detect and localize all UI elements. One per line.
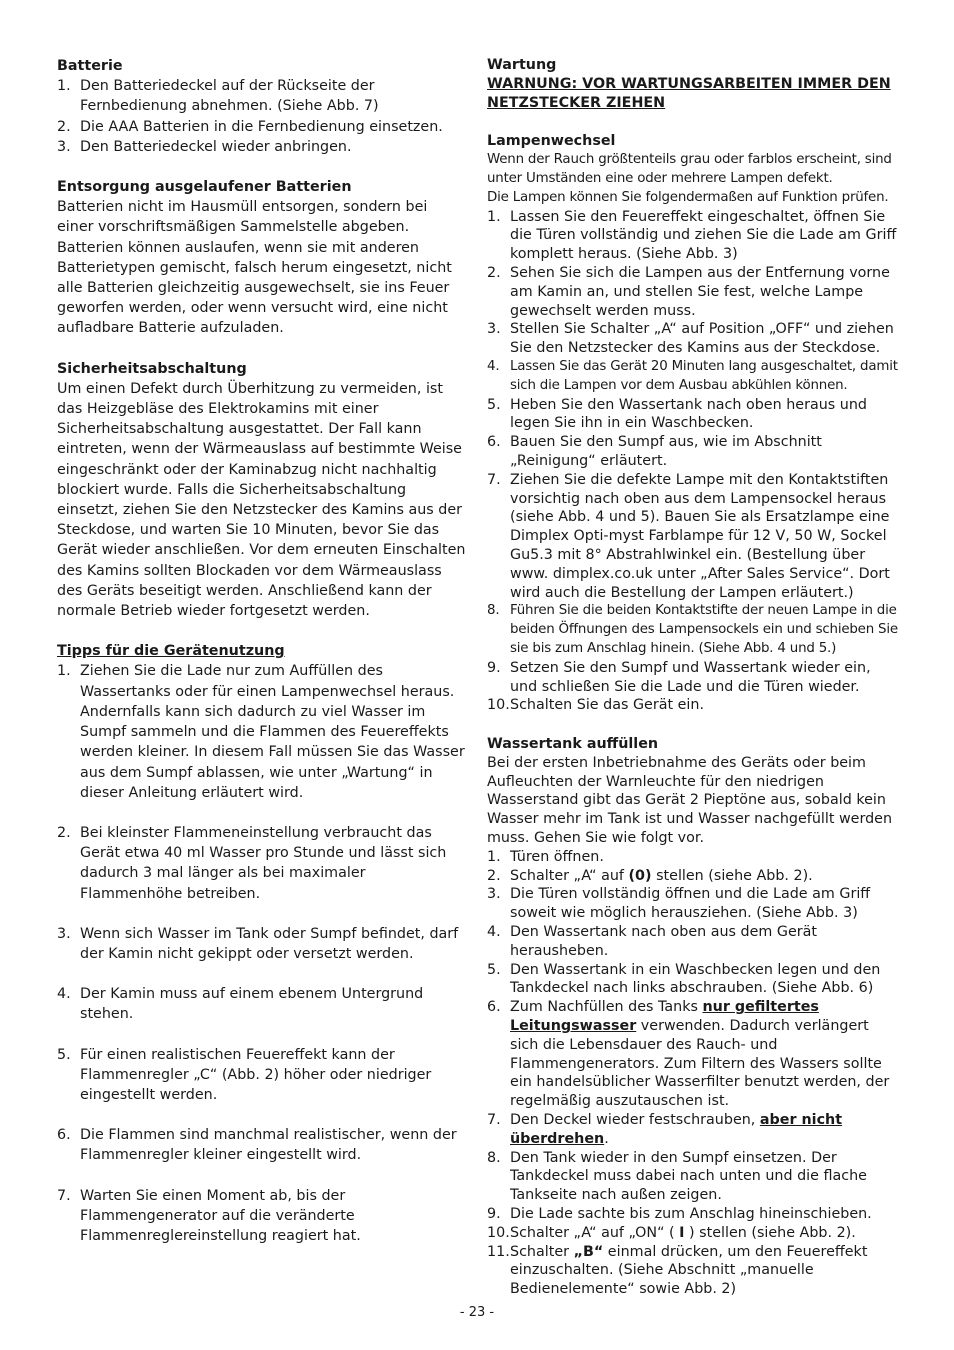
list-text: Den Batteriedeckel auf der Rückseite der Fernbedienung abnehmen. (Siehe Abb. 7) <box>80 78 379 115</box>
list-text: Wenn sich Wasser im Tank oder Sumpf befindet, darf der Kamin nicht gekippt oder versetzt werden. <box>80 925 459 962</box>
list-number: 2. <box>57 118 71 135</box>
batterie-list <box>57 76 467 157</box>
lampen-list <box>487 208 899 716</box>
list-text: Lassen Sie den Feuereffekt eingeschaltet, öffnen Sie die Türen vollständig und ziehen Sie die Lade am Griff komplett heraus. (Siehe Abb. 3) <box>510 208 897 263</box>
list-item <box>487 471 899 603</box>
list-number: 1. <box>57 78 71 95</box>
section-entsorgung <box>57 177 467 339</box>
list-item: 3. Die Türen vollständig öffnen und die Lade am Griff soweit wie möglich herausziehen. (Siehe Abb. 3) <box>487 886 871 922</box>
list-text: Ziehen Sie die defekte Lampe mit den Kontaktstiften vorsichtig nach oben aus dem Lampensockel heraus (siehe Abb. 4 und 5). Bauen Sie als Ersatzlampe eine Dimplex Opti-myst Farblampe für 12 V, 50 W, Sockel Gu5.3 mit 8° Abstrahlwinkel ein. (Bestellung über www. dimplex.co.uk unter „After Sales Service“. Dort wird auch die Bestellung der Lampen erläutert.) <box>510 471 890 601</box>
list-number: 7. <box>57 1187 71 1204</box>
list-number: 2. <box>487 264 501 281</box>
list-item: 8. Den Tank wieder in den Sumpf einsetzen. Der Tankdeckel muss dabei nach unten und die flache Tankseite nach außen zeigen. <box>487 1149 867 1204</box>
list-item: 5. Den Wassertank in ein Waschbecken legen und den Tankdeckel nach links abschrauben. (Siehe Abb. 6) <box>487 961 881 997</box>
wassertank-intro: Bei der ersten Inbetriebnahme des Geräts oder beim Aufleuchten der Warnleuchte für den niedrigen Wasserstand gibt das Gerät 2 Pieptöne aus, sobald kein Wasser mehr im Tank ist und Wasser nachgefüllt werden muss. Gehen Sie wie folgt vor. <box>487 754 893 847</box>
list-number: 5. <box>487 396 501 413</box>
sicherheit-paragraph: Um einen Defekt durch Überhitzung zu vermeiden, ist das Heizgebläse des Elektrokamins mit einer Sicherheitsabschaltung ausgestattet. Der Fall kann eintreten, wenn der Wärmeauslass auf bestimmte Weise eingeschränkt oder der Kaminabzug nicht nachhaltig blockiert wurde. Falls die Sicherheitsabschaltung einsetzt, ziehen Sie den Netzstecker des Kamins aus der Steckdose, und warten Sie 10 Minuten, bevor Sie das Gerät wieder anschließen. Vor dem erneuten Einschalten des Kamins sollten Blockaden vor dem Wärmeauslass des Geräts beseitigt werden. Anschließend kann der normale Betrieb wieder fortgesetzt werden. <box>57 380 466 620</box>
list-text: Heben Sie den Wassertank nach oben heraus und legen Sie ihn in ein Waschbecken. <box>510 396 867 432</box>
list-number: 10. <box>487 697 510 714</box>
list-text: Der Kamin muss auf einem ebenem Untergrund stehen. <box>80 986 424 1023</box>
list-text: Den Batteriedeckel wieder anbringen. <box>80 138 352 155</box>
warning-text: WARNUNG: VOR WARTUNGSARBEITEN IMMER DEN NETZSTECKER ZIEHEN <box>487 75 891 111</box>
list-number: 3. <box>487 321 501 338</box>
section-tipps <box>57 641 467 1246</box>
list-item: 6. Zum Nachfüllen des Tanks nur gefiltertes Leitungswasser verwenden. Dadurch verlängert sich die Lebensdauer des Rauch- und Flammengenerators. Zum Filtern des Wassers sollte ein handelsüblicher Wasserfilter benutzt werden, der regelmäßig auszutauschen ist. <box>487 999 890 1110</box>
list-item <box>57 823 467 904</box>
heading-wassertank: Wassertank auffüllen <box>487 736 659 753</box>
section-wassertank <box>487 735 899 1299</box>
list-text: Stellen Sie Schalter „A“ auf Position „OFF“ und ziehen Sie den Netzstecker des Kamins aus der Steckdose. <box>510 321 894 357</box>
list-item <box>487 696 899 715</box>
section-wartung <box>487 56 899 112</box>
list-item: 4. Den Wassertank nach oben aus dem Gerät herausheben. <box>487 924 818 959</box>
list-text: Bei kleinster Flammeneinstellung verbraucht das Gerät etwa 40 ml Wasser pro Stunde und lässt sich dadurch 3 mal länger als bei maximaler Flammenhöhe betreiben. <box>80 824 447 902</box>
list-item <box>57 1045 467 1106</box>
list-number: 3. <box>57 138 71 155</box>
entsorgung-paragraph-1: Batterien nicht im Hausmüll entsorgen, sondern bei einer vorschriftsmäßigen Sammelstelle abgeben. <box>57 199 428 236</box>
list-number: 4. <box>57 986 71 1003</box>
lampen-intro-1: Wenn der Rauch größtenteils grau oder farblos erscheint, sind unter Umständen eine oder mehrere Lampen defekt. <box>487 152 892 186</box>
list-number: 8. <box>487 603 500 619</box>
list-text: Lassen Sie das Gerät 20 Minuten lang ausgeschaltet, damit sich die Lampen vor dem Ausbau abkühlen können. <box>510 358 898 393</box>
list-item <box>487 602 899 658</box>
list-item <box>57 117 467 137</box>
tipps-list <box>57 661 467 1246</box>
list-item <box>57 76 467 116</box>
list-number: 4. <box>487 358 500 374</box>
list-item <box>487 433 899 471</box>
list-number: 2. <box>57 824 71 841</box>
list-item: 10. Schalter „A“ auf „ON“ ( I ) stellen (siehe Abb. 2). <box>487 1224 856 1241</box>
list-item <box>57 1125 467 1165</box>
list-item <box>57 661 467 802</box>
heading-wartung: Wartung <box>487 57 557 73</box>
list-text: Die Flammen sind manchmal realistischer, wenn der Flammenregler kleiner eingestellt wird. <box>80 1127 457 1164</box>
list-item <box>57 984 467 1024</box>
list-text: Führen Sie die beiden Kontaktstifte der neuen Lampe in die beiden Öffnungen des Lampensockels ein und schieben Sie sie bis zum Anschlag hinein. (Siehe Abb. 4 und 5.) <box>510 603 898 656</box>
list-item <box>487 208 899 264</box>
list-item: 9. Die Lade sachte bis zum Anschlag hineinschieben. <box>487 1206 872 1223</box>
section-sicherheitsabschaltung <box>57 359 467 622</box>
list-item <box>487 264 899 320</box>
list-text: Setzen Sie den Sumpf und Wassertank wieder ein, und schließen Sie die Lade und die Türen wieder. <box>510 659 871 695</box>
section-lampenwechsel <box>487 132 899 715</box>
heading-tipps: Tipps für die Gerätenutzung <box>57 643 285 660</box>
list-number: 6. <box>487 434 501 451</box>
list-text: Schalten Sie das Gerät ein. <box>510 697 704 714</box>
list-item <box>487 358 899 396</box>
lampen-intro-2: Die Lampen können Sie folgendermaßen auf Funktion prüfen. <box>487 189 889 205</box>
list-text: Für einen realistischen Feuereffekt kann der Flammenregler „C“ (Abb. 2) höher oder niedriger eingestellt werden. <box>80 1046 432 1103</box>
list-number: 1. <box>57 663 71 680</box>
list-number: 1. <box>487 208 501 225</box>
list-item <box>487 320 899 358</box>
list-text: Sehen Sie sich die Lampen aus der Entfernung vorne am Kamin an, und stellen Sie fest, welche Lampe gewechselt werden muss. <box>510 264 890 319</box>
list-item: 11. Schalter „B“ einmal drücken, um den Feuereffekt einzuschalten. (Siehe Abschnitt „manuelle Bedienelemente“ sowie Abb. 2) <box>487 1243 868 1298</box>
right-column <box>487 56 899 1299</box>
heading-entsorgung: Entsorgung ausgelaufener Batterien <box>57 179 352 196</box>
list-text: Die AAA Batterien in die Fernbedienung einsetzen. <box>80 118 443 135</box>
list-item <box>487 659 899 697</box>
list-number: 3. <box>57 925 71 942</box>
left-column <box>57 56 467 1246</box>
list-text: Warten Sie einen Moment ab, bis der Flammengenerator auf die veränderte Flammenreglereinstellung reagiert hat. <box>80 1187 361 1244</box>
list-number: 5. <box>57 1046 71 1063</box>
list-item: 7. Den Deckel wieder festschrauben, aber nicht überdrehen. <box>487 1112 843 1147</box>
heading-sicherheitsabschaltung: Sicherheitsabschaltung <box>57 360 247 377</box>
heading-lampenwechsel: Lampenwechsel <box>487 133 616 150</box>
list-number: 6. <box>57 1127 71 1144</box>
wassertank-list <box>487 848 899 1299</box>
list-text: Ziehen Sie die Lade nur zum Auffüllen des Wassertanks oder für einen Lampenwechsel heraus. Andernfalls kann sich dadurch zu viel Wasser im Sumpf sammeln und die Flammen des Feuereffekts werden kleiner. In diesem Fall müssen Sie das Wasser aus dem Sumpf ablassen, wie unter „Wartung“ in dieser Anleitung erläutert wird. <box>80 663 465 801</box>
page-number: - 23 - <box>459 1305 495 1320</box>
entsorgung-paragraph-2: Batterien können auslaufen, wenn sie mit anderen Batterietypen gemischt, falsch herum eingesetzt, nicht alle Batterien gleichzeitig ausgewechselt, sie ins Feuer geworfen werden, oder wenn versucht wird, eine nicht aufladbare Batterie aufzuladen. <box>57 239 452 337</box>
section-batterie <box>57 56 467 157</box>
list-item: 2. Schalter „A“ auf (0) stellen (siehe Abb. 2). <box>487 867 813 884</box>
list-number: 9. <box>487 659 501 676</box>
list-number: 7. <box>487 471 501 488</box>
heading-batterie: Batterie <box>57 58 123 74</box>
list-item <box>57 137 467 157</box>
list-item: 1. Türen öffnen. <box>487 848 604 865</box>
list-item <box>57 924 467 964</box>
list-item <box>57 1186 467 1247</box>
list-text: Bauen Sie den Sumpf aus, wie im Abschnitt „Reinigung“ erläutert. <box>510 434 822 469</box>
list-item <box>487 396 899 434</box>
